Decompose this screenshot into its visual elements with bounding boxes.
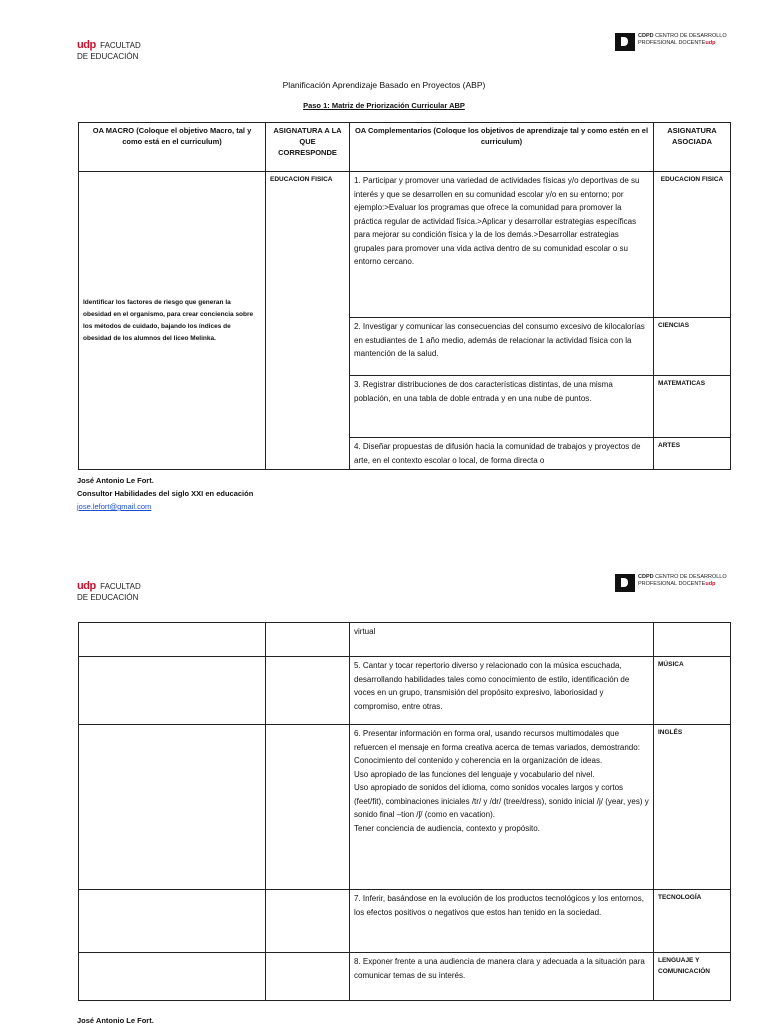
- cdpd-logo: [615, 33, 725, 53]
- empty-macro-cell: [79, 725, 266, 890]
- asignatura-principal-cell: EDUCACION FISICA: [266, 172, 350, 470]
- oa-complementario-3: 3. Registrar distribuciones de dos características distintas, de una misma población, en una tabla de doble entrada y en una nube de puntos.: [350, 376, 654, 438]
- cdpd-line1-page2: CENTRO DE DESARROLLO: [655, 574, 727, 580]
- asignatura-asociada-1: EDUCACION FISICA: [654, 172, 731, 318]
- empty-macro-cell: [79, 657, 266, 725]
- asignatura-asociada-8: LENGUAJE Y COMUNICACIÓN: [654, 953, 731, 1001]
- header-asignatura-asociada: ASIGNATURA ASOCIADA: [654, 123, 731, 172]
- header-asignatura: ASIGNATURA A LA QUE CORRESPONDE: [266, 123, 350, 172]
- cdpd-line2-page2: PROFESIONAL DOCENTE: [638, 580, 706, 587]
- empty-asignatura-cell: [266, 657, 350, 725]
- faculty-line2: DE EDUCACIÓN: [77, 52, 139, 61]
- cdpd-line1: CENTRO DE DESARROLLO: [655, 33, 727, 39]
- udp-faculty-logo: [77, 36, 141, 61]
- oa-complementario-8: 8. Exponer frente a una audiencia de manera clara y adecuada a la situación para comunicar temas de su interés.: [350, 953, 654, 1001]
- empty-asignatura-cell: [266, 623, 350, 657]
- faculty-line2-page2: DE EDUCACIÓN: [77, 593, 139, 602]
- signature-block-page2: [77, 1014, 154, 1027]
- oa-complementario-1: 1. Participar y promover una variedad de actividades físicas y/o deportivas de su interés y que se desarrollen en su comunidad escolar y/o en su entorno; por ejemplo:>Evaluar los programas que ofrece la comunidad para promover la práctica regular de actividad física.>Aplicar y desarrollar estrategias específicas para mejorar su condición física y la de los demás.>Desarrollar estrategias grupales para promover una vida activa dentro de su comunidad escolar o su entorno cercano.: [350, 172, 654, 318]
- faculty-line1-page2: FACULTAD: [100, 582, 141, 591]
- priority-matrix-table-page1: [78, 122, 731, 470]
- oa-complementario-4-cont: virtual: [350, 623, 654, 657]
- asignatura-asociada-3: MATEMATICAS: [654, 376, 731, 438]
- oa-complementario-7: 7. Inferir, basándose en la evolución de los productos tecnológicos y los entornos, los efectos positivos o negativos que estos han tenido en la sociedad.: [350, 890, 654, 953]
- oa-complementario-6: 6. Presentar información en forma oral, usando recursos multimodales que refuercen el mensaje en forma creativa acerca de temas variados, demostrando: Conocimiento del contenido y coherencia en la organización de ideas. Uso apropiado de las funciones del lenguaje y vocabulario del nivel. Uso apropiado de sonidos del idioma, como sonidos vocales largos y cortos (feet/fit), combinaciones iniciales /tr/ y /dr/ (tree/dress), sonido inicial /j/ (year, yes) y sonido final –tion /ʃ/ (como en vacation). Tener conciencia de audiencia, contexto y propósito.: [350, 725, 654, 890]
- header-oa-macro: OA MACRO (Coloque el objetivo Macro, tal y como está en el curriculum): [79, 123, 266, 172]
- faculty-line1: FACULTAD: [100, 41, 141, 50]
- asignatura-asociada-7: TECNOLOGÍA: [654, 890, 731, 953]
- cdpd-udp: udp: [705, 39, 716, 46]
- signature-name: José Antonio Le Fort.: [77, 476, 154, 485]
- header-oa-complementarios: OA Complementarios (Coloque los objetivos de aprendizaje tal y como estén en el curriculum): [350, 123, 654, 172]
- oa-macro-cell: Identificar los factores de riesgo que generan la obesidad en el organismo, para crear conciencia sobre los métodos de cuidado, bajando los índices de obesidad de los alumnos del liceo Melinka.: [79, 172, 266, 470]
- udp-faculty-logo-page2: [77, 577, 141, 602]
- oa-complementario-5: 5. Cantar y tocar repertorio diverso y relacionado con la música escuchada, desarrollando habilidades tales como conocimiento de estilo, identificación de voces en un grupo, transmisión del propósito expresivo, laboriosidad y compromiso, entre otras.: [350, 657, 654, 725]
- oa-complementario-4: 4. Diseñar propuestas de difusión hacia la comunidad de trabajos y proyectos de arte, en el contexto escolar o local, de forma directa o: [350, 438, 654, 470]
- cdpd-mark-icon: [615, 33, 635, 51]
- signature-name-page2: José Antonio Le Fort.: [77, 1016, 154, 1025]
- signature-block: [77, 474, 253, 513]
- cdpd-udp-page2: udp: [705, 580, 716, 587]
- asignatura-asociada-5: MÚSICA: [654, 657, 731, 725]
- cdpd-abbr-page2: CDPD: [638, 574, 654, 580]
- cdpd-mark-icon: [615, 574, 635, 592]
- empty-asignatura-cell: [266, 953, 350, 1001]
- asignatura-asociada-6: INGLÉS: [654, 725, 731, 890]
- empty-macro-cell: [79, 890, 266, 953]
- cdpd-logo-page2: [615, 574, 725, 594]
- empty-macro-cell: [79, 953, 266, 1001]
- priority-matrix-table-page2: [78, 622, 731, 1001]
- document-title: Planificación Aprendizaje Basado en Proyectos (ABP): [282, 80, 486, 90]
- udp-logo-text-page2: udp: [77, 580, 96, 592]
- empty-asignatura-cell: [266, 725, 350, 890]
- empty-macro-cell: [79, 623, 266, 657]
- cdpd-line2: PROFESIONAL DOCENTE: [638, 39, 706, 46]
- signature-role: Consultor Habilidades del siglo XXI en educación: [77, 489, 254, 498]
- asignatura-asociada-2: CIENCIAS: [654, 318, 731, 376]
- udp-logo-text: udp: [77, 39, 96, 51]
- empty-asignatura-cell: [266, 890, 350, 953]
- document-subtitle: Paso 1: Matriz de Priorización Curricular ABP: [303, 101, 465, 110]
- oa-complementario-2: 2. Investigar y comunicar las consecuencias del consumo excesivo de kilocalorías en estudiantes de 1 año medio, además de relacionar la actividad física con la mantención de la salud.: [350, 318, 654, 376]
- cdpd-abbr: CDPD: [638, 33, 654, 39]
- signature-email-link[interactable]: jose.lefort@gmail.com: [77, 502, 152, 511]
- asignatura-asociada-4: ARTES: [654, 438, 731, 470]
- asignatura-asociada-4-cont: [654, 623, 731, 657]
